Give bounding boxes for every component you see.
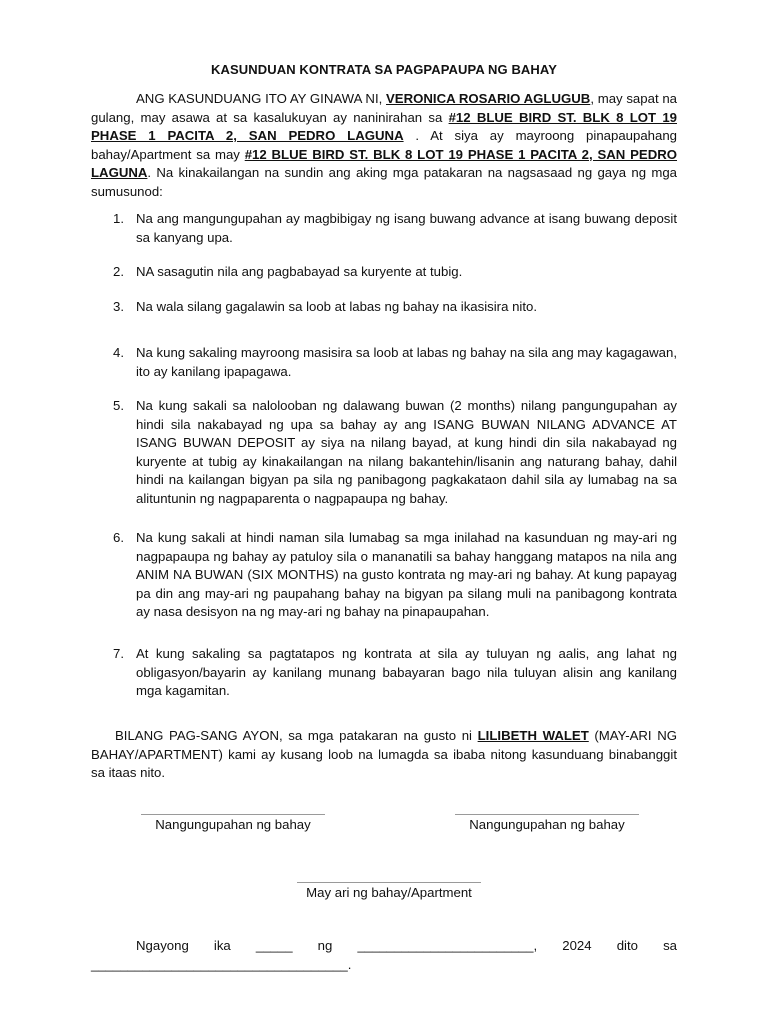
item-text: Na wala silang gagalawin sa loob at labas ng bahay na ikasisira nito. (136, 299, 538, 314)
closing-text-2: (MAY-ARI NG BAHAY/APARTMENT) kami ay kusang loob na lumagda sa ibaba nitong kasunduang binabanggit sa itaas nito. (91, 728, 677, 780)
item-number: 4. (113, 345, 124, 360)
date-word-ngayong: Ngayong (136, 938, 189, 953)
date-word-dito: dito (616, 938, 638, 953)
date-blank-month: ________________________, (357, 938, 538, 953)
date-blank-day: _____ (255, 938, 293, 953)
address-1: #12 BLUE BIRD ST. BLK 8 LOT 19 PHASE 1 PACITA 2, SAN PEDRO LAGUNA (91, 109, 677, 143)
item-text: Na kung sakali at hindi naman sila lumabag sa mga inilahad na kasunduan ng may-ari ng nagpapaupa ng bahay ay patuloy sila o mananatili sa bahay hanggang matapos na nila ang ANIM NA BUWAN (SIX MONTHS) na gusto kontrata ng may-ari ng bahay. At kung papayag pa din ang may-ari ng paupahang bahay na bigyan pa silang muli na panibagong kontrata ay nasa desisyon na ng may-ari ng bahay na pinapaupahan. (136, 530, 677, 619)
tenant1-signature-label: Nangungupahan ng bahay (155, 817, 311, 832)
intro-paragraph (91, 90, 677, 201)
date-blank-place: ___________________________________. (91, 957, 352, 972)
owner-name: VERONICA ROSARIO AGLUGUB (386, 91, 591, 106)
item-number: 3. (113, 299, 124, 314)
list-item (113, 397, 677, 508)
owner-signature-label: May ari ng bahay/Apartment (306, 885, 472, 900)
tenant2-signature-label: Nangungupahan ng bahay (469, 817, 625, 832)
closing-paragraph (91, 727, 677, 783)
item-number: 5. (113, 398, 124, 413)
item-text: Na kung sakaling mayroong masisira sa loob at labas ng bahay na sila ang may kagagawan, ito ay kanilang ipapagawa. (136, 345, 678, 379)
landlord-name: LILIBETH WALET (477, 728, 589, 743)
list-item (113, 344, 677, 381)
owner-signature-line (297, 882, 481, 883)
list-item (113, 645, 677, 701)
item-number: 2. (113, 264, 124, 279)
date-word-ika: ika (213, 938, 231, 953)
item-text: Na kung sakali sa nalolooban ng dalawang buwan (2 months) nilang pangungupahan ay hindi sila nakabayad ng upa sa bahay ay ang ISANG BUWAN NILANG ADVANCE AT ISANG BUWAN DEPOSIT ay siya na nilang bayad, at kung hindi din sila nakabayad ng kuryente at tubig ay kinakailangan na nilang bakantehin/lisanin ang naturang bahay, dahil hindi na kailangan bigyan pa sila ng panibagong pagkakataon dahil sila ay lumabag na sa alituntunin ng nagpaparenta o nagpapaupa ng bahay. (136, 398, 677, 506)
list-item (113, 210, 677, 247)
address-2: #12 BLUE BIRD ST. BLK 8 LOT 19 PHASE 1 PACITA 2, SAN PEDRO LAGUNA (91, 146, 678, 180)
item-number: 1. (113, 211, 124, 226)
item-number: 7. (113, 646, 124, 661)
intro-text-3: . At siya ay mayroong pinapaupahang bahay/Apartment sa may (91, 128, 677, 162)
date-word-sa: sa (663, 938, 677, 953)
list-item (113, 298, 677, 317)
item-number: 6. (113, 530, 124, 545)
closing-text-1: BILANG PAG-SANG AYON, sa mga patakaran na gusto ni (115, 728, 478, 743)
date-line (91, 937, 677, 956)
document-title: KASUNDUAN KONTRATA SA PAGPAPAUPA NG BAHAY (211, 62, 557, 77)
date-year: 2024 (562, 938, 592, 953)
intro-text-1: ANG KASUNDUANG ITO AY GINAWA NI, (136, 91, 387, 106)
list-item (113, 263, 677, 282)
tenant2-signature-line (455, 814, 639, 815)
date-word-ng: ng (317, 938, 333, 953)
intro-text-4: . Na kinakailangan na sundin ang aking mga patakaran na nagsasaad ng gaya ng mga sumusunod: (91, 165, 677, 199)
list-item (113, 529, 677, 622)
item-text: Na ang mangungupahan ay magbibigay ng isang buwang advance at isang buwang deposit sa kanyang upa. (136, 211, 677, 245)
intro-text-2: , may sapat na gulang, may asawa at sa kasalukuyan ay naninirahan sa (91, 91, 677, 125)
tenant1-signature-line (141, 814, 325, 815)
item-text: At kung sakaling sa pagtatapos ng kontrata at sila ay tuluyan ng aalis, ang lahat ng obligasyon/bayarin ay kanilang munang babayaran bago nila tuluyan alisin ang kanilang mga kagamitan. (136, 646, 677, 698)
item-text: NA sasagutin nila ang pagbabayad sa kuryente at tubig. (136, 264, 463, 279)
